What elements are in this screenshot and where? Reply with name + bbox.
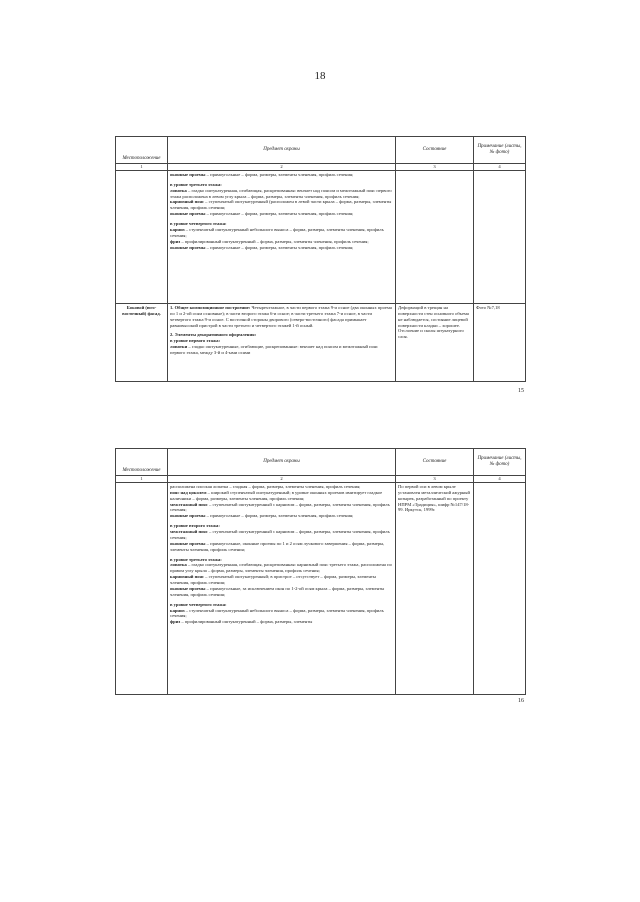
subject-line xyxy=(170,619,393,625)
header-state: Состояние xyxy=(396,137,474,164)
subject-line xyxy=(170,490,393,502)
subject-line-heading: оконные проемы xyxy=(170,585,206,591)
subject-line-text: – прямоугольные, за исключением окон по 1-2-ой осям крыла – форма, размеры, элементы членения, профиль сечения; xyxy=(170,585,385,597)
subject-line-heading: в уровне первого этажа: xyxy=(170,338,221,344)
subject-cell xyxy=(168,170,396,303)
subject-line xyxy=(170,574,393,586)
subject-line-text: – гладко оштукатуренные, огибающие, раскрепованные: венчает над поясом и межэтажный пояс первого этажа, между 3-й и 4-ыми осями xyxy=(170,344,378,355)
col-number: 4 xyxy=(474,164,526,171)
col-number: 1 xyxy=(116,164,168,171)
subject-line-text: – ступенчатый оштукатуренный с карнизом – форма, размеры, элементы членения, профиль сечения; xyxy=(170,501,390,513)
location-cell: Боковой (юго-восточный) фасад. xyxy=(116,303,168,381)
header-note: Примечание (листы, № фото) xyxy=(474,137,526,164)
subject-line-heading: в уровне четвертого этажа: xyxy=(170,601,227,607)
subject-cell xyxy=(168,482,396,694)
subject-line-text: – профилированный оштукатуренный – форма, размеры, элементы xyxy=(180,619,313,625)
page-number: 18 xyxy=(314,70,326,82)
subject-line-heading: оконные проемы xyxy=(170,513,206,519)
subject-line-heading: лопатка xyxy=(170,187,187,193)
subject-line-heading: в уровне третьего этажа: xyxy=(170,181,222,187)
subject-cell xyxy=(168,303,396,381)
subject-line-heading: фриз xyxy=(170,619,181,625)
subject-line-heading: пояс над цоколем xyxy=(170,489,207,495)
subject-line-heading: 2. Элементы декоративного оформления: xyxy=(170,332,257,338)
subject-line-heading: межэтажный пояс xyxy=(170,529,208,534)
col-number: 3 xyxy=(396,164,474,171)
header-subject: Предмет охраны xyxy=(168,137,396,164)
subject-line-heading: в уровне третьего этажа: xyxy=(170,556,222,562)
subject-line-heading: карниз xyxy=(170,607,185,613)
subject-line xyxy=(170,586,393,598)
col-number: 2 xyxy=(168,476,396,483)
subject-line xyxy=(170,305,393,329)
subject-line-text: – профилированный оштукатуренный – форма, размеры, элементы членения, профиль сечения; xyxy=(180,238,369,244)
subject-line xyxy=(170,188,393,200)
note-cell xyxy=(474,170,526,303)
state-cell: Деформаций в трещин на поверхности стен основного объема не наблюдается, состояние лицевой поверхности кладки – хорошее. Отслоение и сколы штукатурного слоя. xyxy=(396,303,474,381)
subject-line-heading: 1. Общее композиционное построение: xyxy=(170,304,251,310)
subject-line-heading: лопатки xyxy=(170,344,188,350)
subject-line-text: – гладко оштукатуренная, огибающая, раскрепованная: венчает над поясом и межэтажный пояс первого этажа расположена в левом углу крыла – форма, размеры, элементы членения, профиль сечения; xyxy=(170,187,392,199)
subject-line xyxy=(170,227,393,239)
subject-line-heading: лопатка xyxy=(170,562,187,568)
subject-line-heading: карнизный пояс xyxy=(170,574,204,580)
subject-line-text: – ступенчатый оштукатуренный (расположен в левой части крыла – форма, размеры, элементы членения, профиль сечения; xyxy=(170,199,392,211)
subject-line-heading: оконные проемы xyxy=(170,244,206,250)
subject-line-text: Четырехэтажное, в части первого этажа 9-и осное (два оконных проема по 1 и 2-ой осям основные); в части второго этажа 6-и осное; в части третьего этажа 7-и осное, в части четвертого этажа 9-и осное. С восточной стороны дворового (северо-восточного) фасада примыкает равновысокий пристрой в части третьего и четвертого этажей 1-й осный. xyxy=(170,304,392,328)
subject-line xyxy=(170,541,393,553)
header-location: Местоположение xyxy=(116,137,168,164)
location-cell xyxy=(116,482,168,694)
subject-line xyxy=(170,199,393,211)
sheet-page-number: 15 xyxy=(518,388,524,394)
subject-line xyxy=(170,245,393,251)
subject-line-heading: в уровне второго этажа: xyxy=(170,523,220,529)
subject-line-heading: фриз xyxy=(170,238,181,244)
subject-line-text: расположена плоская лопатка – гладкая – форма, размеры, элементы членения, профиль сечения; xyxy=(170,483,361,489)
subject-line-heading: межэтажный пояс xyxy=(170,501,208,507)
subject-line-text: – ступенчатый оштукатуренный небольшого выноса – форма, размеры, элементы членения, профиль сечения; xyxy=(170,226,384,238)
subject-line-text: – широкий ступенчатый оштукатуренный; в уровне оконных проемов имитирует гладкое наличники – форма, размеры, элементы членения, профиль сечения; xyxy=(170,489,383,501)
subject-line-heading: карниз xyxy=(170,226,185,232)
col-number: 2 xyxy=(168,164,396,171)
subject-line-heading: оконные проемы xyxy=(170,540,206,546)
state-cell xyxy=(396,170,474,303)
subject-line-heading: оконные проемы xyxy=(170,211,206,217)
subject-line-text: – ступенчатый оштукатуренный небольшого выноса – форма, размеры, элементы членения, профиль сечения; xyxy=(170,607,384,619)
header-subject: Предмет охраны xyxy=(168,449,396,476)
subject-line-text: – прямоугольные – форма, размеры, элементы членения, профиль сечения; xyxy=(205,211,354,217)
subject-line-text: – ступенчатый оштукатуренный с карнизом – форма, размеры, элементы членения, профиль сечения; xyxy=(170,529,390,540)
subject-line-heading: карнизный пояс xyxy=(170,199,204,205)
col-number: 1 xyxy=(116,476,168,483)
sheet-page-number: 16 xyxy=(518,698,524,704)
subject-line-text: – прямоугольные – форма, размеры, элементы членения, профиль сечения; xyxy=(205,171,354,177)
note-cell: Фото №7,18 xyxy=(474,303,526,381)
state-cell: По первой оси в левом крыле установлен металлический ажурный козырек, разработанный по проекту НПРМ «Традиция», шифр №147/18-99. Иркутск, 1999г. xyxy=(396,482,474,694)
subject-line xyxy=(170,608,393,620)
subject-line xyxy=(170,344,393,356)
col-number: 4 xyxy=(474,476,526,483)
header-location: Местоположение xyxy=(116,449,168,476)
heritage-table-sheet-2 xyxy=(115,448,526,695)
header-note: Примечание (листы, № фото) xyxy=(474,449,526,476)
note-cell xyxy=(474,482,526,694)
header-state: Состояние xyxy=(396,449,474,476)
subject-line-text: – прямоугольные – форма, размеры, элементы членения, профиль сечения; xyxy=(205,244,354,250)
col-number: 3 xyxy=(396,476,474,483)
subject-line-text: – гладко оштукатуренная, огибающая, раскрепованная: карнизный пояс третьего этажа, расположена по правом углу крыла – форма, размеры, элементы членения, профиль сечения; xyxy=(170,562,392,574)
subject-line-text: – прямоугольные, оконные проемы по 1 и 2 осям лучкового завершения – форма, размеры, элементы членения, профиль сечения; xyxy=(170,540,385,552)
subject-line xyxy=(170,562,393,574)
location-cell xyxy=(116,170,168,303)
subject-line xyxy=(170,529,393,541)
heritage-table-sheet-1 xyxy=(115,136,526,382)
subject-line-text: – прямоугольные – форма, размеры, элементы членения, профиль сечения; xyxy=(205,513,354,519)
subject-line xyxy=(170,502,393,514)
subject-line-heading: в уровне четвертого этажа: xyxy=(170,221,227,226)
subject-line-heading: оконные проемы xyxy=(170,171,206,177)
subject-line-text: – ступенчатый оштукатуренный; в пристрое – отсутствует – форма, размеры, элементы членения, профиль сечения; xyxy=(170,574,377,585)
